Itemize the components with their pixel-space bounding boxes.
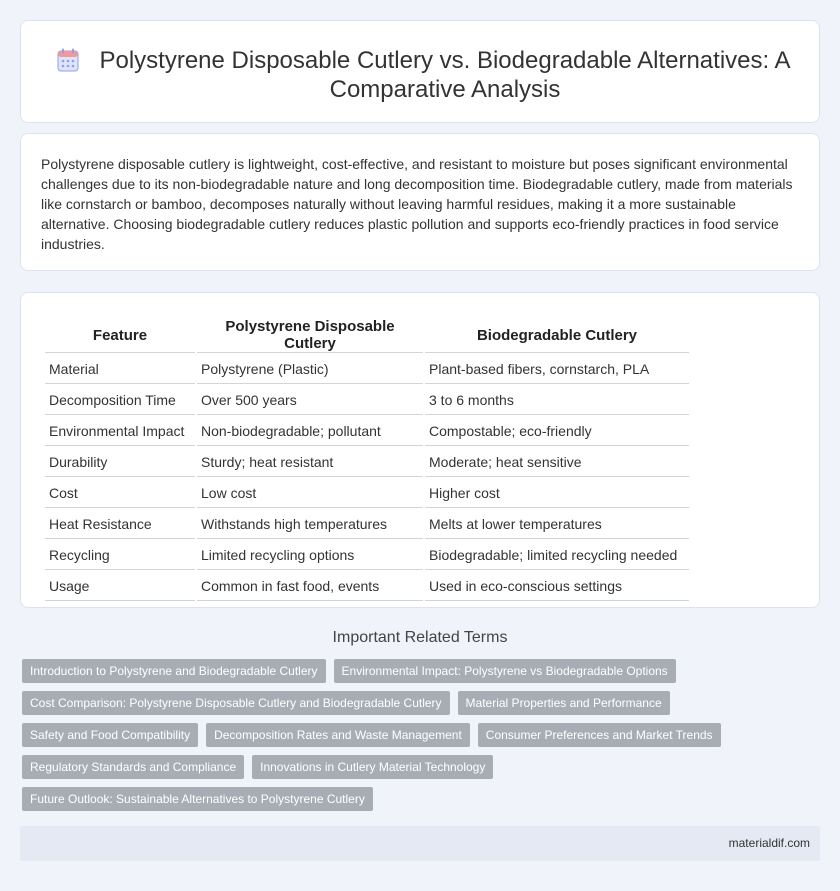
related-term-tag[interactable]: Environmental Impact: Polystyrene vs Biodegradable Options <box>334 659 676 683</box>
table-cell: Low cost <box>197 479 423 508</box>
table-cell: Higher cost <box>425 479 689 508</box>
table-cell: Durability <box>45 448 195 477</box>
table-row <box>45 355 689 384</box>
related-terms-list <box>22 659 822 819</box>
table-row <box>45 510 689 539</box>
table-cell: Plant-based fibers, cornstarch, PLA <box>425 355 689 384</box>
table-cell: Biodegradable; limited recycling needed <box>425 541 689 570</box>
comparison-table-card <box>20 292 820 608</box>
table-cell: Compostable; eco-friendly <box>425 417 689 446</box>
table-cell: Melts at lower temperatures <box>425 510 689 539</box>
table-cell: Moderate; heat sensitive <box>425 448 689 477</box>
column-header-biodegradable: Biodegradable Cutlery <box>425 318 689 353</box>
tag-row <box>22 723 822 747</box>
related-term-tag[interactable]: Material Properties and Performance <box>458 691 670 715</box>
related-term-tag[interactable]: Future Outlook: Sustainable Alternatives to Polystyrene Cutlery <box>22 787 373 811</box>
page-title: Polystyrene Disposable Cutlery vs. Biodegradable Alternatives: A Comparative Analysis <box>99 47 791 103</box>
related-term-tag[interactable]: Innovations in Cutlery Material Technology <box>252 755 493 779</box>
footer-site-link[interactable]: materialdif.com <box>728 836 810 850</box>
related-term-tag[interactable]: Cost Comparison: Polystyrene Disposable Cutlery and Biodegradable Cutlery <box>22 691 450 715</box>
table-cell: Withstands high temperatures <box>197 510 423 539</box>
tag-row <box>22 659 822 683</box>
table-cell: Material <box>45 355 195 384</box>
table-row <box>45 386 689 415</box>
related-term-tag[interactable]: Regulatory Standards and Compliance <box>22 755 244 779</box>
table-cell: Sturdy; heat resistant <box>197 448 423 477</box>
table-cell: Recycling <box>45 541 195 570</box>
table-cell: Cost <box>45 479 195 508</box>
calendar-icon <box>57 48 79 72</box>
table-cell: Limited recycling options <box>197 541 423 570</box>
table-cell: Over 500 years <box>197 386 423 415</box>
related-term-tag[interactable]: Consumer Preferences and Market Trends <box>478 723 721 747</box>
table-row <box>45 572 689 601</box>
tag-row <box>22 755 822 779</box>
intro-card <box>20 133 820 271</box>
table-row <box>45 417 689 446</box>
related-terms-heading: Important Related Terms <box>332 629 508 646</box>
footer <box>20 826 820 861</box>
table-row <box>45 448 689 477</box>
table-row <box>45 479 689 508</box>
column-header-feature: Feature <box>45 318 195 353</box>
comparison-table <box>43 316 691 603</box>
table-cell: Decomposition Time <box>45 386 195 415</box>
tag-row <box>22 691 822 715</box>
table-cell: Common in fast food, events <box>197 572 423 601</box>
table-cell: Environmental Impact <box>45 417 195 446</box>
intro-text: Polystyrene disposable cutlery is lightweight, cost-effective, and resistant to moisture but poses significant environmental challenges due to its non-biodegradable nature and long decomposition time. Biodegradable cutlery, made from materials like cornstarch or bamboo, decomposes naturally without leaving harmful residues, making it a more sustainable alternative. Choosing biodegradable cutlery reduces plastic pollution and supports eco-friendly practices in food service industries. <box>41 156 793 252</box>
table-cell: Non-biodegradable; pollutant <box>197 417 423 446</box>
related-term-tag[interactable]: Safety and Food Compatibility <box>22 723 198 747</box>
table-cell: Heat Resistance <box>45 510 195 539</box>
related-term-tag[interactable]: Decomposition Rates and Waste Management <box>206 723 470 747</box>
table-cell: 3 to 6 months <box>425 386 689 415</box>
table-cell: Usage <box>45 572 195 601</box>
related-term-tag[interactable]: Introduction to Polystyrene and Biodegradable Cutlery <box>22 659 326 683</box>
table-cell: Polystyrene (Plastic) <box>197 355 423 384</box>
tag-row <box>22 787 822 811</box>
column-header-polystyrene: Polystyrene Disposable Cutlery <box>197 318 423 353</box>
header-card <box>20 20 820 123</box>
table-header-row <box>45 318 689 353</box>
table-cell: Used in eco-conscious settings <box>425 572 689 601</box>
table-row <box>45 541 689 570</box>
